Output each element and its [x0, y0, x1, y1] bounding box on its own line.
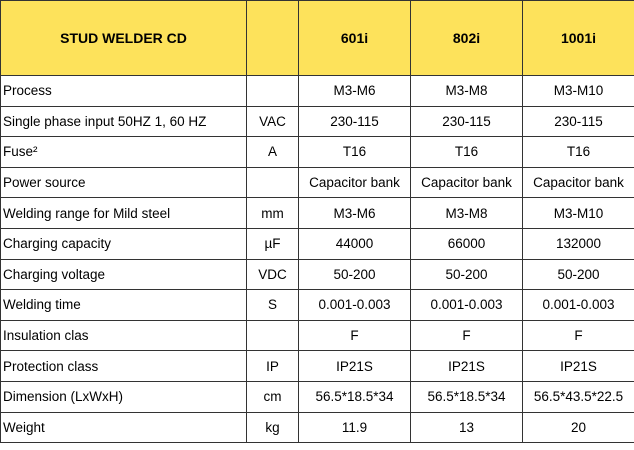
value-cell: T16 [299, 137, 411, 168]
value-cell: 56.5*43.5*22.5 [523, 381, 634, 412]
value-cell: M3-M10 [523, 76, 634, 107]
param-cell: Welding time [1, 290, 247, 321]
param-cell: Charging capacity [1, 228, 247, 259]
table-row [1, 228, 634, 259]
table-row [1, 259, 634, 290]
param-cell: Protection class [1, 351, 247, 382]
value-cell: T16 [411, 137, 523, 168]
value-cell: IP21S [299, 351, 411, 382]
unit-cell: IP [247, 351, 299, 382]
value-cell: 56.5*18.5*34 [411, 381, 523, 412]
unit-cell [247, 76, 299, 107]
unit-cell: kg [247, 412, 299, 443]
unit-cell: VDC [247, 259, 299, 290]
value-cell: 0.001-0.003 [299, 290, 411, 321]
param-cell: Dimension (LxWxH) [1, 381, 247, 412]
model-header-1001i: 1001i [523, 1, 634, 76]
param-cell: Power source [1, 167, 247, 198]
value-cell: 230-115 [299, 106, 411, 137]
value-cell: 56.5*18.5*34 [299, 381, 411, 412]
unit-header [247, 1, 299, 76]
table-row [1, 167, 634, 198]
table-row [1, 76, 634, 107]
param-cell: Charging voltage [1, 259, 247, 290]
value-cell: Capacitor bank [411, 167, 523, 198]
value-cell: M3-M6 [299, 76, 411, 107]
value-cell: M3-M8 [411, 198, 523, 229]
value-cell: IP21S [411, 351, 523, 382]
param-cell: Process [1, 76, 247, 107]
table-row [1, 106, 634, 137]
value-cell: IP21S [523, 351, 634, 382]
value-cell: 13 [411, 412, 523, 443]
value-cell: 0.001-0.003 [411, 290, 523, 321]
param-cell: Fuse² [1, 137, 247, 168]
value-cell: M3-M8 [411, 76, 523, 107]
unit-cell: VAC [247, 106, 299, 137]
table-row [1, 137, 634, 168]
table-row [1, 198, 634, 229]
table-row [1, 412, 634, 443]
unit-cell: A [247, 137, 299, 168]
unit-cell: mm [247, 198, 299, 229]
value-cell: 66000 [411, 228, 523, 259]
unit-cell: S [247, 290, 299, 321]
value-cell: F [411, 320, 523, 351]
value-cell: 230-115 [523, 106, 634, 137]
unit-cell [247, 167, 299, 198]
unit-cell: µF [247, 228, 299, 259]
value-cell: 50-200 [523, 259, 634, 290]
model-header-802i: 802i [411, 1, 523, 76]
value-cell: M3-M6 [299, 198, 411, 229]
table-row [1, 351, 634, 382]
value-cell: 20 [523, 412, 634, 443]
value-cell: 132000 [523, 228, 634, 259]
table-row [1, 290, 634, 321]
value-cell: 0.001-0.003 [523, 290, 634, 321]
value-cell: 50-200 [411, 259, 523, 290]
param-cell: Insulation clas [1, 320, 247, 351]
param-cell: Single phase input 50HZ 1, 60 HZ [1, 106, 247, 137]
value-cell: F [299, 320, 411, 351]
value-cell: M3-M10 [523, 198, 634, 229]
param-cell: Welding range for Mild steel [1, 198, 247, 229]
model-header-601i: 601i [299, 1, 411, 76]
unit-cell [247, 320, 299, 351]
table-row [1, 320, 634, 351]
value-cell: F [523, 320, 634, 351]
value-cell: 44000 [299, 228, 411, 259]
value-cell: Capacitor bank [299, 167, 411, 198]
value-cell: 230-115 [411, 106, 523, 137]
table-body [1, 76, 634, 443]
value-cell: Capacitor bank [523, 167, 634, 198]
table-title: STUD WELDER CD [1, 1, 247, 76]
value-cell: 50-200 [299, 259, 411, 290]
value-cell: 11.9 [299, 412, 411, 443]
unit-cell: cm [247, 381, 299, 412]
value-cell: T16 [523, 137, 634, 168]
header-row [1, 1, 634, 76]
param-cell: Weight [1, 412, 247, 443]
table-row [1, 381, 634, 412]
